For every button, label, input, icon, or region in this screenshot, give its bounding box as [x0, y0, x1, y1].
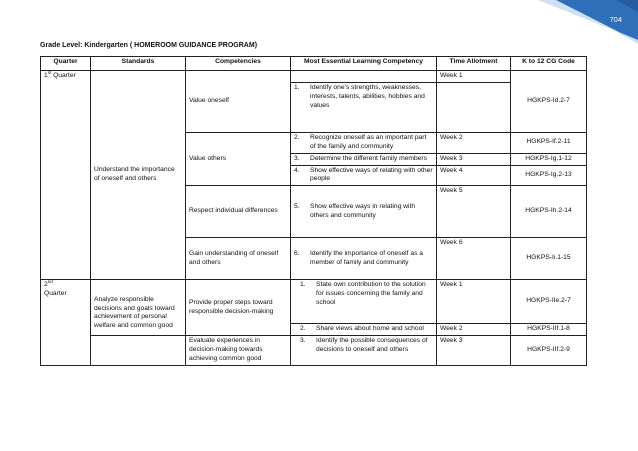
code-cell: HGKPS-Ig.2-13	[511, 165, 587, 186]
table-row	[41, 336, 587, 366]
page-number: 704	[609, 15, 622, 24]
code-cell: HGKPS-Id.2-7	[511, 71, 587, 133]
competency-evaluate-experiences: Evaluate experiences in decision-making towards achieving common good	[186, 336, 291, 366]
header-cg-code: K to 12 CG Code	[511, 57, 587, 71]
table-row	[41, 71, 587, 83]
document-title: Grade Level: Kindergarten ( HOMEROOM GUIDANCE PROGRAM)	[40, 42, 258, 49]
curriculum-table	[40, 56, 587, 366]
header-quarter: Quarter	[41, 57, 91, 71]
header-mec: Most Essential Learning Competency	[291, 57, 437, 71]
competency-respect-differences: Respect individual differences	[186, 186, 291, 238]
header-time-allotment: Time Allotment	[437, 57, 511, 71]
header-competencies: Competencies	[186, 57, 291, 71]
code-cell: HGKPS-If.2-11	[511, 133, 587, 154]
time-cell: Week 4	[437, 165, 511, 186]
mec-cell: 2. Share views about home and school	[291, 324, 437, 336]
table-row	[41, 280, 587, 324]
mec-cell: 4. Show effective ways of relating with other people	[291, 165, 437, 186]
time-cell	[437, 83, 511, 133]
code-cell: HGKPS-IIf.1-8	[511, 324, 587, 336]
mec-cell: 3. Determine the different family members	[291, 153, 437, 165]
quarter-1-cell: 1st Quarter	[41, 71, 91, 280]
code-cell: HGKPS-Ih.2-14	[511, 186, 587, 238]
time-cell: Week 3	[437, 336, 511, 366]
quarter-2-cell: 2nd Quarter	[41, 280, 91, 365]
quarter-1-standard: Understand the importance of oneself and others	[91, 71, 186, 280]
time-cell: Week 1	[437, 280, 511, 324]
code-cell: HGKPS-Ig.1-12	[511, 153, 587, 165]
mec-cell: 6. Identify the importance of oneself as a member of family and community	[291, 238, 437, 280]
mec-cell: 1. Identify one's strengths, weaknesses, interests, talents, abilities, hobbies and values	[291, 83, 437, 133]
competency-proper-steps: Provide proper steps toward responsible decision-making	[186, 280, 291, 336]
mec-cell	[291, 71, 437, 83]
time-cell: Week 5	[437, 186, 511, 238]
standard-empty-cell	[91, 336, 186, 366]
competency-gain-understanding: Gain understanding of oneself and others	[186, 238, 291, 280]
time-cell: Week 2	[437, 133, 511, 154]
quarter-2-standard: Analyze responsible decisions and goals toward achievement of personal welfare and common good	[91, 280, 186, 336]
header-standards: Standards	[91, 57, 186, 71]
mec-cell: 5. Show effective ways in relating with others and community	[291, 186, 437, 238]
time-cell: Week 3	[437, 153, 511, 165]
table-header-row	[41, 57, 587, 71]
corner-decoration	[498, 0, 638, 55]
mec-cell: 1. State own contribution to the solution for issues concerning the family and school	[291, 280, 437, 324]
code-cell: HGKPS-Ii.1-15	[511, 238, 587, 280]
code-cell: HGKPS-IIf.2-9	[511, 336, 587, 366]
competency-value-oneself: Value oneself	[186, 71, 291, 133]
competency-value-others: Value others	[186, 133, 291, 186]
code-cell: HGKPS-IIe.2-7	[511, 280, 587, 324]
time-cell: Week 1	[437, 71, 511, 83]
time-cell: Week 2	[437, 324, 511, 336]
mec-cell: 3. Identify the possible consequences of decisions to oneself and others	[291, 336, 437, 366]
time-cell: Week 6	[437, 238, 511, 280]
mec-cell: 2. Recognize oneself as an important part of the family and community	[291, 133, 437, 154]
